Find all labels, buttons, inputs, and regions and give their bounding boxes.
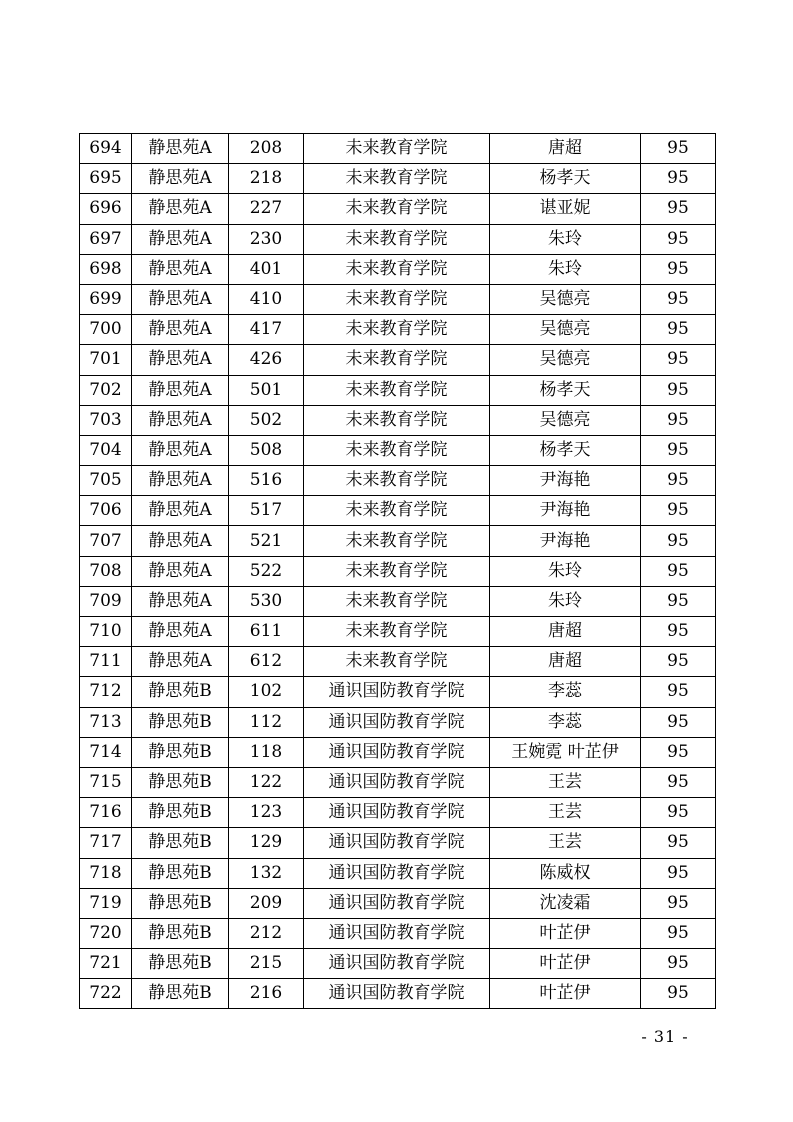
row-number-cell: 716 bbox=[80, 798, 132, 828]
college-cell: 通识国防教育学院 bbox=[304, 707, 490, 737]
table-row bbox=[80, 526, 716, 556]
room-cell: 517 bbox=[229, 496, 304, 526]
table-row bbox=[80, 586, 716, 616]
row-number-cell: 719 bbox=[80, 888, 132, 918]
table-row bbox=[80, 888, 716, 918]
row-number-cell: 712 bbox=[80, 677, 132, 707]
name-cell: 尹海艳 bbox=[490, 526, 641, 556]
building-cell: 静思苑A bbox=[132, 134, 229, 164]
score-cell: 95 bbox=[641, 164, 716, 194]
score-cell: 95 bbox=[641, 405, 716, 435]
name-cell: 朱玲 bbox=[490, 586, 641, 616]
building-cell: 静思苑B bbox=[132, 737, 229, 767]
college-cell: 通识国防教育学院 bbox=[304, 798, 490, 828]
building-cell: 静思苑A bbox=[132, 617, 229, 647]
row-number-cell: 704 bbox=[80, 435, 132, 465]
room-cell: 123 bbox=[229, 798, 304, 828]
room-cell: 230 bbox=[229, 224, 304, 254]
college-cell: 未来教育学院 bbox=[304, 134, 490, 164]
score-cell: 95 bbox=[641, 224, 716, 254]
name-cell: 尹海艳 bbox=[490, 496, 641, 526]
table-row bbox=[80, 375, 716, 405]
score-cell: 95 bbox=[641, 707, 716, 737]
score-cell: 95 bbox=[641, 586, 716, 616]
name-cell: 吴德亮 bbox=[490, 405, 641, 435]
room-cell: 112 bbox=[229, 707, 304, 737]
table-row bbox=[80, 737, 716, 767]
score-cell: 95 bbox=[641, 496, 716, 526]
college-cell: 通识国防教育学院 bbox=[304, 737, 490, 767]
table-row bbox=[80, 345, 716, 375]
building-cell: 静思苑A bbox=[132, 284, 229, 314]
row-number-cell: 710 bbox=[80, 617, 132, 647]
row-number-cell: 705 bbox=[80, 466, 132, 496]
building-cell: 静思苑B bbox=[132, 979, 229, 1009]
name-cell: 叶芷伊 bbox=[490, 949, 641, 979]
college-cell: 通识国防教育学院 bbox=[304, 979, 490, 1009]
college-cell: 通识国防教育学院 bbox=[304, 828, 490, 858]
name-cell: 谌亚妮 bbox=[490, 194, 641, 224]
score-cell: 95 bbox=[641, 617, 716, 647]
table-row bbox=[80, 435, 716, 465]
page-number: - 31 - bbox=[641, 1027, 689, 1046]
building-cell: 静思苑B bbox=[132, 767, 229, 797]
building-cell: 静思苑A bbox=[132, 375, 229, 405]
score-cell: 95 bbox=[641, 254, 716, 284]
college-cell: 通识国防教育学院 bbox=[304, 888, 490, 918]
college-cell: 未来教育学院 bbox=[304, 647, 490, 677]
name-cell: 叶芷伊 bbox=[490, 979, 641, 1009]
college-cell: 通识国防教育学院 bbox=[304, 858, 490, 888]
building-cell: 静思苑A bbox=[132, 496, 229, 526]
room-cell: 410 bbox=[229, 284, 304, 314]
table-row bbox=[80, 556, 716, 586]
building-cell: 静思苑A bbox=[132, 466, 229, 496]
name-cell: 朱玲 bbox=[490, 224, 641, 254]
table-row bbox=[80, 315, 716, 345]
score-cell: 95 bbox=[641, 737, 716, 767]
score-cell: 95 bbox=[641, 375, 716, 405]
row-number-cell: 702 bbox=[80, 375, 132, 405]
name-cell: 唐超 bbox=[490, 617, 641, 647]
college-cell: 未来教育学院 bbox=[304, 617, 490, 647]
score-cell: 95 bbox=[641, 526, 716, 556]
room-cell: 132 bbox=[229, 858, 304, 888]
room-cell: 216 bbox=[229, 979, 304, 1009]
score-cell: 95 bbox=[641, 134, 716, 164]
name-cell: 吴德亮 bbox=[490, 284, 641, 314]
table-row bbox=[80, 918, 716, 948]
building-cell: 静思苑B bbox=[132, 888, 229, 918]
score-cell: 95 bbox=[641, 949, 716, 979]
table-row bbox=[80, 405, 716, 435]
table-row bbox=[80, 164, 716, 194]
name-cell: 陈威权 bbox=[490, 858, 641, 888]
college-cell: 未来教育学院 bbox=[304, 556, 490, 586]
college-cell: 未来教育学院 bbox=[304, 284, 490, 314]
table-row bbox=[80, 466, 716, 496]
room-cell: 502 bbox=[229, 405, 304, 435]
name-cell: 王婉霓 叶芷伊 bbox=[490, 737, 641, 767]
name-cell: 朱玲 bbox=[490, 556, 641, 586]
room-cell: 516 bbox=[229, 466, 304, 496]
score-cell: 95 bbox=[641, 435, 716, 465]
row-number-cell: 694 bbox=[80, 134, 132, 164]
building-cell: 静思苑A bbox=[132, 556, 229, 586]
table-row bbox=[80, 284, 716, 314]
row-number-cell: 695 bbox=[80, 164, 132, 194]
room-cell: 521 bbox=[229, 526, 304, 556]
row-number-cell: 711 bbox=[80, 647, 132, 677]
college-cell: 未来教育学院 bbox=[304, 375, 490, 405]
room-cell: 227 bbox=[229, 194, 304, 224]
college-cell: 未来教育学院 bbox=[304, 164, 490, 194]
college-cell: 通识国防教育学院 bbox=[304, 677, 490, 707]
college-cell: 未来教育学院 bbox=[304, 224, 490, 254]
college-cell: 未来教育学院 bbox=[304, 466, 490, 496]
score-cell: 95 bbox=[641, 858, 716, 888]
score-cell: 95 bbox=[641, 466, 716, 496]
college-cell: 未来教育学院 bbox=[304, 526, 490, 556]
table-row bbox=[80, 617, 716, 647]
row-number-cell: 708 bbox=[80, 556, 132, 586]
building-cell: 静思苑B bbox=[132, 707, 229, 737]
name-cell: 唐超 bbox=[490, 647, 641, 677]
building-cell: 静思苑A bbox=[132, 345, 229, 375]
name-cell: 李蕊 bbox=[490, 707, 641, 737]
building-cell: 静思苑B bbox=[132, 858, 229, 888]
row-number-cell: 703 bbox=[80, 405, 132, 435]
room-cell: 508 bbox=[229, 435, 304, 465]
room-cell: 218 bbox=[229, 164, 304, 194]
college-cell: 未来教育学院 bbox=[304, 194, 490, 224]
college-cell: 未来教育学院 bbox=[304, 315, 490, 345]
row-number-cell: 697 bbox=[80, 224, 132, 254]
score-cell: 95 bbox=[641, 677, 716, 707]
records-table-body bbox=[80, 134, 716, 1009]
room-cell: 122 bbox=[229, 767, 304, 797]
table-row bbox=[80, 496, 716, 526]
college-cell: 未来教育学院 bbox=[304, 496, 490, 526]
building-cell: 静思苑A bbox=[132, 647, 229, 677]
room-cell: 522 bbox=[229, 556, 304, 586]
row-number-cell: 713 bbox=[80, 707, 132, 737]
table-row bbox=[80, 134, 716, 164]
building-cell: 静思苑A bbox=[132, 254, 229, 284]
room-cell: 401 bbox=[229, 254, 304, 284]
table-row bbox=[80, 194, 716, 224]
table-row bbox=[80, 798, 716, 828]
name-cell: 吴德亮 bbox=[490, 345, 641, 375]
building-cell: 静思苑A bbox=[132, 224, 229, 254]
college-cell: 通识国防教育学院 bbox=[304, 767, 490, 797]
table-row bbox=[80, 828, 716, 858]
building-cell: 静思苑A bbox=[132, 194, 229, 224]
name-cell: 沈凌霜 bbox=[490, 888, 641, 918]
score-cell: 95 bbox=[641, 284, 716, 314]
score-cell: 95 bbox=[641, 888, 716, 918]
row-number-cell: 706 bbox=[80, 496, 132, 526]
name-cell: 王芸 bbox=[490, 828, 641, 858]
name-cell: 唐超 bbox=[490, 134, 641, 164]
building-cell: 静思苑A bbox=[132, 315, 229, 345]
table-row bbox=[80, 647, 716, 677]
score-cell: 95 bbox=[641, 798, 716, 828]
room-cell: 215 bbox=[229, 949, 304, 979]
building-cell: 静思苑B bbox=[132, 798, 229, 828]
table-row bbox=[80, 254, 716, 284]
building-cell: 静思苑A bbox=[132, 435, 229, 465]
row-number-cell: 721 bbox=[80, 949, 132, 979]
college-cell: 未来教育学院 bbox=[304, 254, 490, 284]
row-number-cell: 717 bbox=[80, 828, 132, 858]
table-row bbox=[80, 949, 716, 979]
row-number-cell: 698 bbox=[80, 254, 132, 284]
building-cell: 静思苑A bbox=[132, 405, 229, 435]
building-cell: 静思苑B bbox=[132, 918, 229, 948]
room-cell: 501 bbox=[229, 375, 304, 405]
name-cell: 吴德亮 bbox=[490, 315, 641, 345]
room-cell: 417 bbox=[229, 315, 304, 345]
row-number-cell: 714 bbox=[80, 737, 132, 767]
name-cell: 杨孝天 bbox=[490, 435, 641, 465]
name-cell: 王芸 bbox=[490, 798, 641, 828]
college-cell: 未来教育学院 bbox=[304, 345, 490, 375]
row-number-cell: 718 bbox=[80, 858, 132, 888]
table-row bbox=[80, 979, 716, 1009]
score-cell: 95 bbox=[641, 556, 716, 586]
college-cell: 未来教育学院 bbox=[304, 435, 490, 465]
room-cell: 612 bbox=[229, 647, 304, 677]
name-cell: 叶芷伊 bbox=[490, 918, 641, 948]
score-cell: 95 bbox=[641, 767, 716, 797]
row-number-cell: 709 bbox=[80, 586, 132, 616]
room-cell: 530 bbox=[229, 586, 304, 616]
college-cell: 通识国防教育学院 bbox=[304, 918, 490, 948]
name-cell: 朱玲 bbox=[490, 254, 641, 284]
row-number-cell: 699 bbox=[80, 284, 132, 314]
score-cell: 95 bbox=[641, 979, 716, 1009]
room-cell: 129 bbox=[229, 828, 304, 858]
room-cell: 209 bbox=[229, 888, 304, 918]
score-cell: 95 bbox=[641, 315, 716, 345]
row-number-cell: 707 bbox=[80, 526, 132, 556]
room-cell: 118 bbox=[229, 737, 304, 767]
score-cell: 95 bbox=[641, 345, 716, 375]
table-row bbox=[80, 224, 716, 254]
building-cell: 静思苑A bbox=[132, 586, 229, 616]
row-number-cell: 720 bbox=[80, 918, 132, 948]
building-cell: 静思苑A bbox=[132, 526, 229, 556]
row-number-cell: 722 bbox=[80, 979, 132, 1009]
table-row bbox=[80, 767, 716, 797]
building-cell: 静思苑B bbox=[132, 949, 229, 979]
room-cell: 611 bbox=[229, 617, 304, 647]
score-cell: 95 bbox=[641, 918, 716, 948]
table-row bbox=[80, 858, 716, 888]
college-cell: 未来教育学院 bbox=[304, 586, 490, 616]
name-cell: 尹海艳 bbox=[490, 466, 641, 496]
score-cell: 95 bbox=[641, 647, 716, 677]
name-cell: 李蕊 bbox=[490, 677, 641, 707]
name-cell: 杨孝天 bbox=[490, 164, 641, 194]
row-number-cell: 715 bbox=[80, 767, 132, 797]
building-cell: 静思苑B bbox=[132, 677, 229, 707]
score-cell: 95 bbox=[641, 828, 716, 858]
row-number-cell: 696 bbox=[80, 194, 132, 224]
row-number-cell: 700 bbox=[80, 315, 132, 345]
score-cell: 95 bbox=[641, 194, 716, 224]
building-cell: 静思苑A bbox=[132, 164, 229, 194]
college-cell: 未来教育学院 bbox=[304, 405, 490, 435]
room-cell: 426 bbox=[229, 345, 304, 375]
room-cell: 102 bbox=[229, 677, 304, 707]
room-cell: 212 bbox=[229, 918, 304, 948]
building-cell: 静思苑B bbox=[132, 828, 229, 858]
row-number-cell: 701 bbox=[80, 345, 132, 375]
name-cell: 王芸 bbox=[490, 767, 641, 797]
name-cell: 杨孝天 bbox=[490, 375, 641, 405]
college-cell: 通识国防教育学院 bbox=[304, 949, 490, 979]
table-row bbox=[80, 677, 716, 707]
records-table bbox=[79, 133, 716, 1009]
room-cell: 208 bbox=[229, 134, 304, 164]
table-row bbox=[80, 707, 716, 737]
